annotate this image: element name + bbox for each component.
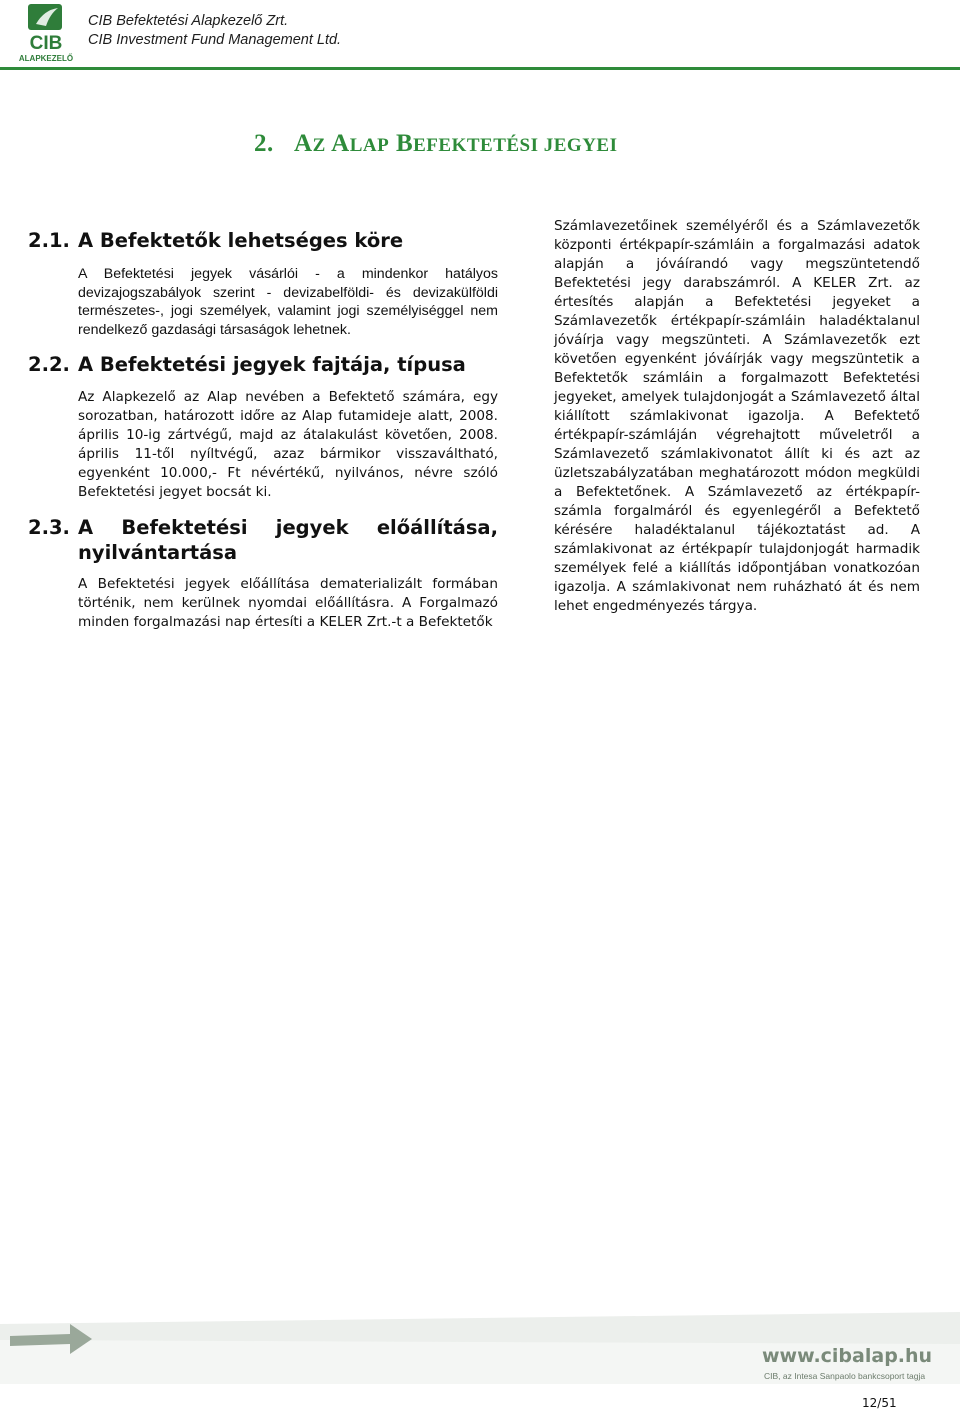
page-number: 12/51 — [862, 1396, 897, 1410]
company-name-en: CIB Investment Fund Management Ltd. — [88, 32, 342, 48]
section-2-2-body: Az Alapkezelő az Alap nevében a Befektető számára, egy sorozatban, határozott időre az Alap futamideje alatt, 2008. április 10-ig zártvégű, majd az átalakulást követően, 2008. április 11-től nyíltvégű, azaz bármikor visszaváltható, egyenként 10.000,- Ft névértékű, nyilvános, névre szóló Befektetési jegyet bocsát ki. — [78, 389, 498, 501]
footer-decoration — [0, 1284, 960, 1384]
footer-website: www.cibalap.hu — [762, 1345, 933, 1367]
section-2-1-body: A Befektetési jegyek vásárlói - a mindenkor hatályos devizajogszabályok szerint - devizabelföldi- és devizakülföldi természetes-, jogi személyek, valamint jogi személyiséggel nem rendelkező gazdasági társaságok lehetnek. — [78, 266, 498, 338]
section-2-3-body: A Befektetési jegyek előállítása dematerializált formában történik, nem kerülnek nyomdai előállításra. A Forgalmazó minden forgalmazási nap értesíti a KELER Zrt.-t a Befektetők — [78, 576, 498, 631]
company-name — [88, 12, 341, 50]
section-2-2-heading: 2.2. A Befektetési jegyek fajtája, típusa — [28, 353, 466, 377]
left-column — [28, 228, 498, 632]
section-2-3-heading: 2.3. A Befektetési jegyek előállítása, nyilvántartása — [28, 516, 498, 565]
chapter-number: 2. — [254, 130, 274, 157]
svg-text:CIB: CIB — [29, 33, 63, 54]
section-2-3-body-continued: Számlavezetőinek személyéről és a Számlavezetők központi értékpapír-számláin a forgalmazási adatok alapján a jóváírandó vagy megszüntetendő Befektetési jegy darabszámról. A KELER Zrt. az értesítés alapján a Befektetési jegyeket a Számlavezetők értékpapír-számláin haladéktalanul jóváírja vagy megszünteti. A Számlavezetők ezt követően egyenként jóváírják vagy megszüntetik a Befektetők számláin a forgalmazott Befektetési jegyeket, amelyek tulajdonjogát a Számlavezető által kiállított számlakivonat igazolja. A Befektető értékpapír-számláján végrehajtott műveletről a Számlavezető számlakivonatot állít ki és azt az üzletszabályzatában meghatározott módon megküldi a Befektetőnek. A Számlavezető az értékpapír-számla forgalmáról és egyenlegéről a Befektető kérésére haladéktalanul tájékoztatást ad. A számlakivonat az értékpapír tulajdonjogát harmadik személyek felé a kiállítás időpontjában vonatkozóan igazolja. A számlakivonat nem ruházható át és nem lehet engedményezés tárgya. — [554, 218, 920, 614]
right-column — [554, 217, 920, 616]
company-name-hu: CIB Befektetési Alapkezelő Zrt. — [88, 13, 289, 29]
svg-text:ALAPKEZELŐ: ALAPKEZELŐ — [18, 54, 74, 63]
footer-tagline: CIB, az Intesa Sanpaolo bankcsoport tagja — [764, 1371, 926, 1381]
chapter-title: 2. AZ ALAP BEFEKTETÉSI JEGYEI — [254, 130, 618, 157]
header-divider — [0, 67, 960, 70]
cib-logo — [14, 4, 78, 64]
section-2-1-heading: 2.1. A Befektetők lehetséges köre — [28, 229, 404, 252]
